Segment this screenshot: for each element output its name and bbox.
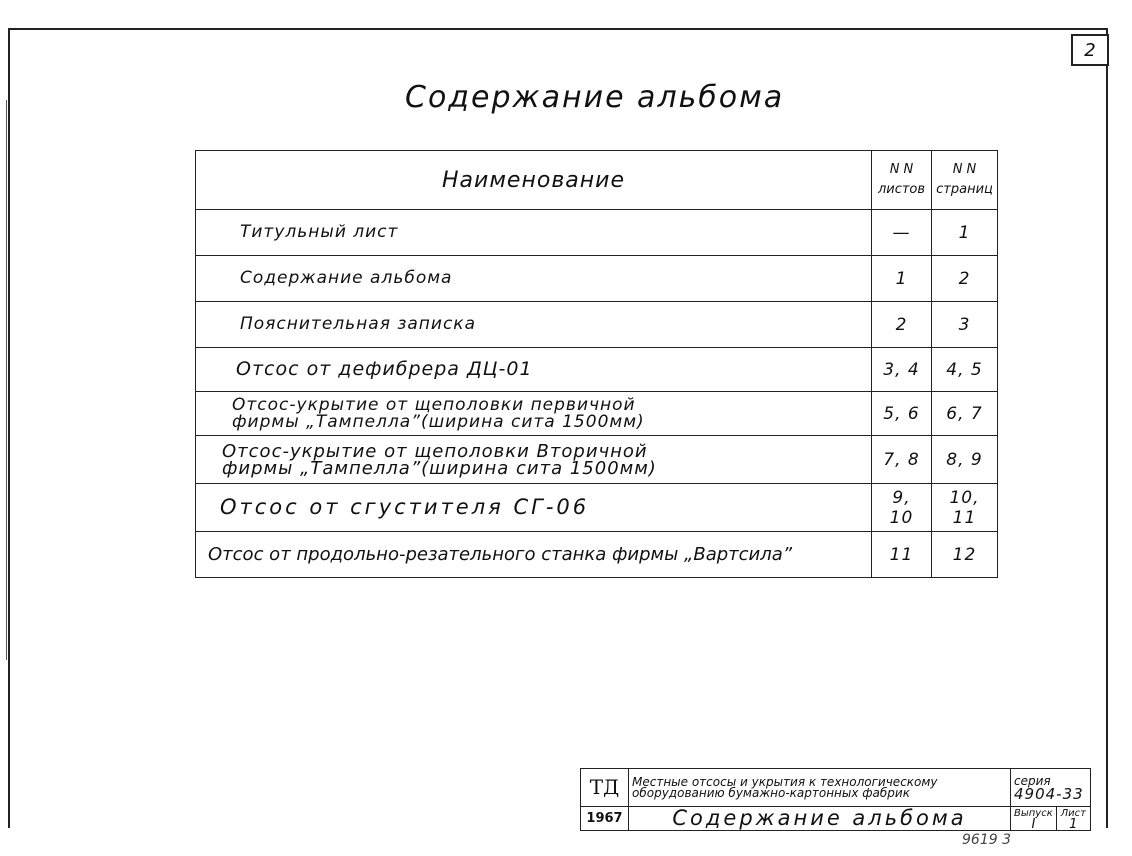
row-name: Содержание альбома (196, 256, 872, 302)
row-sheets: 1 (872, 256, 932, 302)
stamp-description: Местные отсосы и укрытия к технологическому оборудованию бумажно-картонных фабрик (629, 769, 1011, 807)
table-row (196, 210, 998, 256)
stamp-series-label: серия (1014, 773, 1051, 788)
row-sheets: 5, 6 (872, 392, 932, 436)
header-sheets-line2: листов (877, 182, 926, 197)
row-name: Титульный лист (196, 210, 872, 256)
header-pages (932, 151, 998, 210)
contents-table (195, 150, 998, 578)
table-row (196, 302, 998, 348)
row-name: Пояснительная записка (196, 302, 872, 348)
row-name (196, 436, 872, 484)
header-pages-line2: страниц (936, 182, 993, 197)
title-block (580, 768, 1091, 831)
binding-edge (0, 100, 7, 660)
stamp-sheet (1056, 807, 1090, 831)
header-pages-line1: N N (952, 162, 977, 177)
row-name (196, 392, 872, 436)
row-pages: 3 (932, 302, 998, 348)
table-row (196, 484, 998, 532)
header-name: Наименование (196, 151, 872, 210)
row-pages: 8, 9 (932, 436, 998, 484)
page-number: 2 (1071, 34, 1109, 66)
stamp-sheet-label: Лист (1060, 807, 1086, 819)
album-title: Содержание альбома (405, 80, 785, 115)
header-sheets (872, 151, 932, 210)
row-name: Отсос от сгустителя СГ-06 (196, 484, 872, 532)
archive-number: 9619 3 (962, 832, 1011, 848)
row-name-line1: Отсос-укрытие от щеполовки первичной (232, 394, 636, 415)
row-name-line2: фирмы „Тампелла”(ширина сита 1500мм) (222, 457, 657, 479)
row-name-line1: Отсос-укрытие от щеполовки Вторичной (222, 440, 648, 462)
stamp-issue (1011, 807, 1057, 831)
table-row (196, 256, 998, 302)
header-sheets-line1: N N (889, 162, 914, 177)
row-pages: 1 (932, 210, 998, 256)
table-header-row (196, 151, 998, 210)
row-sheets: 11 (872, 532, 932, 578)
row-pages: 4, 5 (932, 348, 998, 392)
stamp-sheet-title: Содержание альбома (629, 807, 1011, 831)
table-row (196, 348, 998, 392)
table-row (196, 532, 998, 578)
row-pages: 10, 11 (932, 484, 998, 532)
row-sheets: — (872, 210, 932, 256)
stamp-series (1011, 769, 1091, 807)
row-sheets: 3, 4 (872, 348, 932, 392)
row-sheets: 7, 8 (872, 436, 932, 484)
stamp-issue-label: Выпуск (1014, 807, 1053, 819)
stamp-sheet-value: 1 (1069, 816, 1078, 831)
row-sheets: 9, 10 (872, 484, 932, 532)
table-row (196, 436, 998, 484)
stamp-series-value: 4904-33 (1014, 784, 1084, 803)
row-pages: 6, 7 (932, 392, 998, 436)
row-sheets: 2 (872, 302, 932, 348)
row-pages: 2 (932, 256, 998, 302)
stamp-year: 1967 (581, 807, 629, 831)
row-pages: 12 (932, 532, 998, 578)
row-name: Отсос от дефибрера ДЦ-01 (196, 348, 872, 392)
row-name: Отсос от продольно-резательного станка фирмы „Вартсила” (196, 532, 872, 578)
row-name-line2: фирмы „Тампелла”(ширина сита 1500мм) (232, 411, 645, 432)
stamp-code: ТД (581, 769, 629, 807)
stamp-issue-value: I (1031, 816, 1036, 831)
table-row (196, 392, 998, 436)
